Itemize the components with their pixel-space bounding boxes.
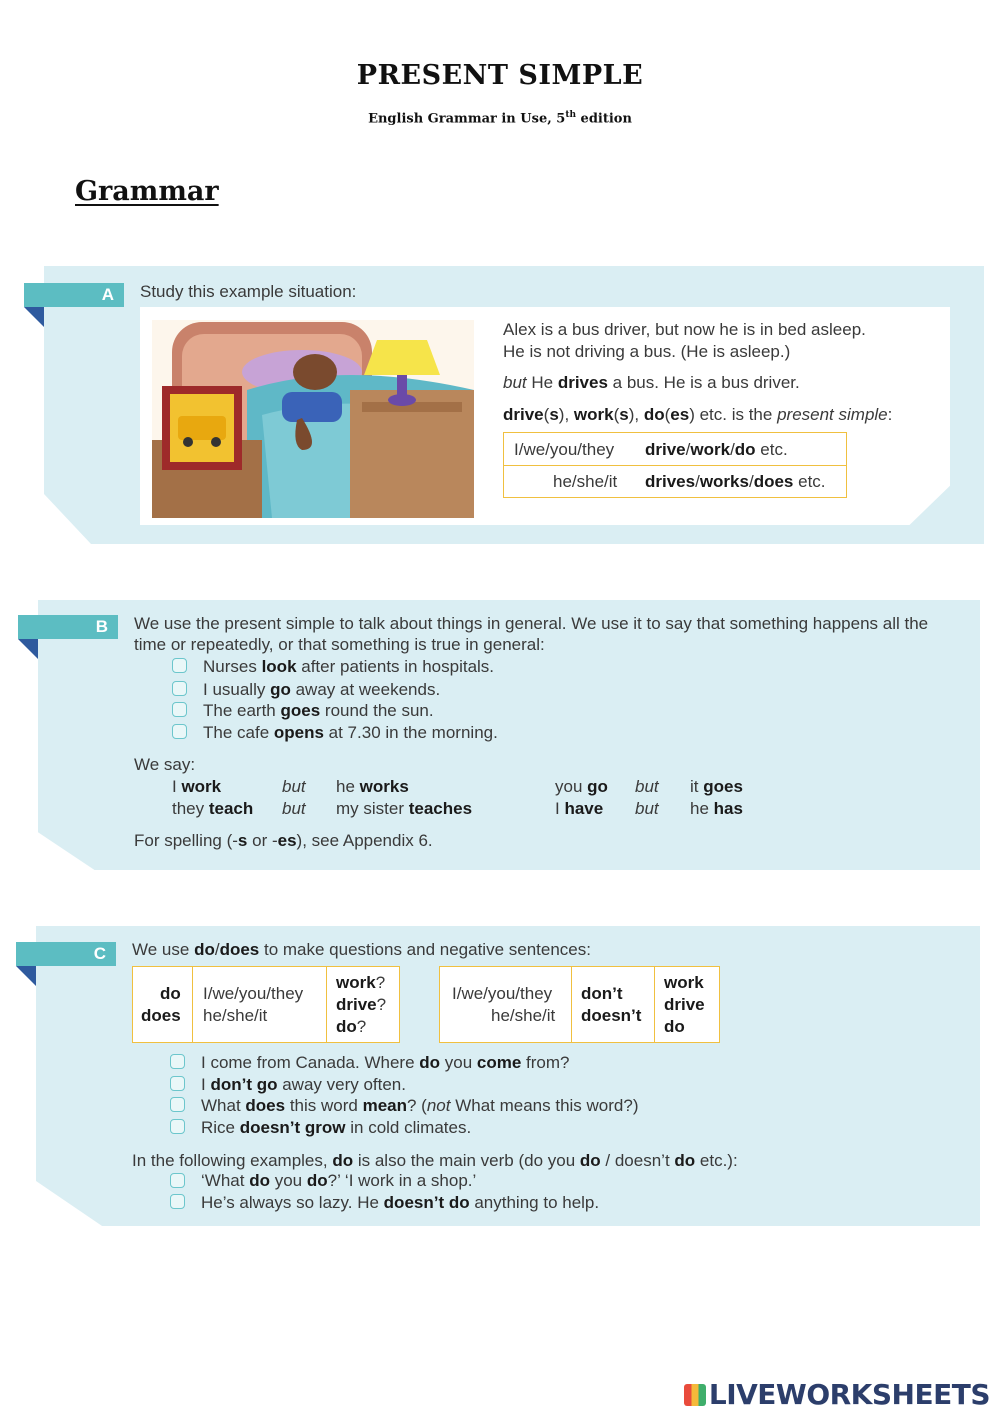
- section-a-tab: A: [24, 283, 124, 307]
- pair-a: I work: [172, 777, 222, 796]
- list-item: I usually go away at weekends.: [203, 680, 441, 699]
- pair-a: I have: [555, 799, 604, 818]
- section-c-tab: C: [16, 942, 116, 966]
- table-cell-verb: drive: [664, 995, 705, 1014]
- list-item: ‘What do you do?’ ‘I work in a shop.’: [201, 1171, 477, 1190]
- table-col-divider: [571, 967, 572, 1042]
- pair-a: you go: [555, 777, 608, 796]
- bullet-icon: [172, 724, 187, 739]
- table-cell-subject: he/she/it: [553, 472, 618, 491]
- bullet-icon: [170, 1054, 185, 1069]
- negative-table: [439, 966, 720, 1043]
- section-a-line2: He is not driving a bus. (He is asleep.): [503, 342, 791, 361]
- pair-b: my sister teaches: [336, 799, 473, 818]
- page-title: PRESENT SIMPLE: [356, 60, 644, 91]
- bullet-icon: [170, 1119, 185, 1134]
- table-cell-subject: I/we/you/they: [452, 984, 553, 1003]
- section-a-line4: drive(s), work(s), do(es) etc. is the present simple:: [503, 405, 893, 424]
- table-cell-neg: don’t: [581, 984, 623, 1003]
- table-col-divider: [192, 967, 193, 1042]
- section-c-intro: We use do/does to make questions and negative sentences:: [132, 940, 591, 959]
- main-verb-note: In the following examples, do is also the main verb (do you do / doesn’t do etc.):: [132, 1151, 738, 1170]
- bullet-icon: [170, 1097, 185, 1112]
- section-a-tab-corner: [24, 307, 44, 327]
- section-a-line1: Alex is a bus driver, but now he is in bed asleep.: [503, 320, 866, 339]
- table-col-divider: [654, 967, 655, 1042]
- spelling-note: For spelling (-s or -es), see Appendix 6.: [134, 831, 433, 850]
- page-subtitle: English Grammar in Use, 5th edition: [368, 110, 632, 127]
- bullet-icon: [170, 1194, 185, 1209]
- list-item: The cafe opens at 7.30 in the morning.: [203, 723, 498, 742]
- section-heading-grammar: Grammar: [75, 176, 219, 207]
- table-cell-verb: work: [664, 973, 704, 992]
- table-row-divider: [504, 465, 846, 466]
- section-a-verb-table: [503, 432, 847, 498]
- pair-but: but: [282, 799, 306, 818]
- pair-but: but: [635, 799, 659, 818]
- question-table: [132, 966, 400, 1043]
- table-col-divider: [326, 967, 327, 1042]
- table-cell-subject: I/we/you/they: [514, 440, 615, 459]
- section-c-tab-corner: [16, 966, 36, 986]
- liveworksheets-logo[interactable]: LIVEWORKSHEETS: [684, 1378, 990, 1411]
- we-say-label: We say:: [134, 755, 196, 774]
- table-cell-verb: do?: [336, 1017, 367, 1036]
- bullet-icon: [172, 658, 187, 673]
- pair-but: but: [635, 777, 659, 796]
- list-item: The earth goes round the sun.: [203, 701, 434, 720]
- table-cell-verbs: drive/work/do etc.: [645, 440, 788, 459]
- pair-b: he works: [336, 777, 409, 796]
- bullet-icon: [172, 681, 187, 696]
- pair-b: it goes: [690, 777, 743, 796]
- sleeping-man-illustration: [152, 320, 474, 518]
- table-cell-subject: he/she/it: [491, 1006, 556, 1025]
- bullet-icon: [172, 702, 187, 717]
- list-item: I come from Canada. Where do you come from?: [201, 1053, 570, 1072]
- table-cell-verbs: drives/works/does etc.: [645, 472, 826, 491]
- logo-icon: [684, 1384, 706, 1406]
- table-cell-verb: work?: [336, 973, 386, 992]
- table-cell-subject: I/we/you/they: [203, 984, 304, 1003]
- section-b-tab-corner: [18, 639, 38, 659]
- list-item: What does this word mean? (not What means this word?): [201, 1096, 639, 1115]
- pair-but: but: [282, 777, 306, 796]
- list-item: I don’t go away very often.: [201, 1075, 406, 1094]
- list-item: Nurses look after patients in hospitals.: [203, 657, 495, 676]
- table-cell-aux: do: [160, 984, 181, 1003]
- list-item: Rice doesn’t grow in cold climates.: [201, 1118, 472, 1137]
- section-b-intro-line2: time or repeatedly, or that something is true in general:: [134, 635, 545, 654]
- list-item: He’s always so lazy. He doesn’t do anything to help.: [201, 1193, 600, 1212]
- section-a-line3: but He drives a bus. He is a bus driver.: [503, 373, 800, 392]
- table-cell-neg: doesn’t: [581, 1006, 642, 1025]
- table-cell-verb: do: [664, 1017, 685, 1036]
- section-b-tab: B: [18, 615, 118, 639]
- table-cell-subject: he/she/it: [203, 1006, 268, 1025]
- table-cell-verb: drive?: [336, 995, 387, 1014]
- section-b-intro-line1: We use the present simple to talk about things in general. We use it to say that something happens all the: [134, 614, 929, 633]
- bullet-icon: [170, 1076, 185, 1091]
- section-a-intro: Study this example situation:: [140, 282, 357, 301]
- bullet-icon: [170, 1173, 185, 1188]
- pair-a: they teach: [172, 799, 254, 818]
- pair-b: he has: [690, 799, 743, 818]
- table-cell-aux: does: [141, 1006, 181, 1025]
